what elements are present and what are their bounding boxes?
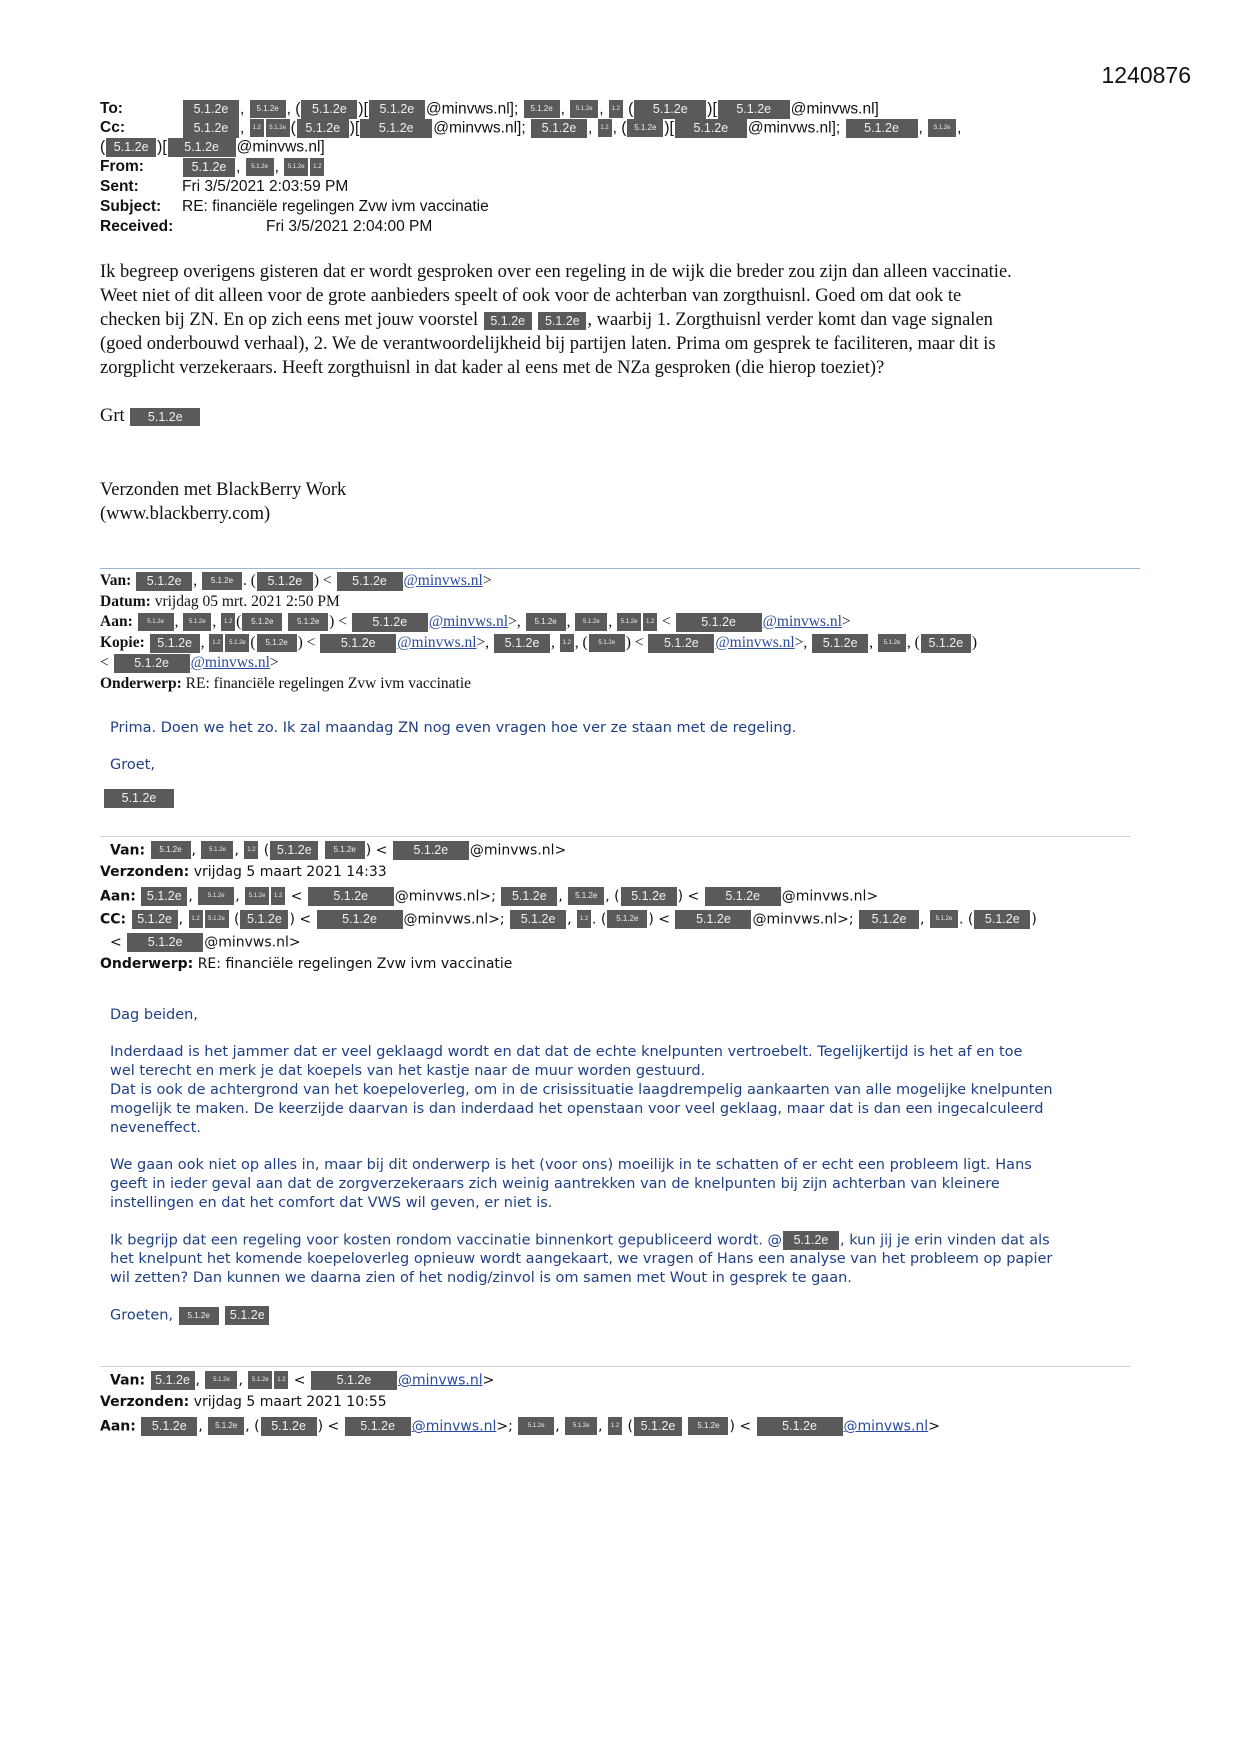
onderwerp-value: RE: financiële regelingen Zvw ivm vaccinatie — [197, 956, 513, 972]
redacted: 1.2 — [577, 910, 591, 928]
body-line: Dat is ook de achtergrond van het koepeloverleg, om in de crisissituatie laagdrempelig aankaarten van alle mogelijke knelpunten — [110, 1082, 1053, 1098]
redacted: 5.1.2e — [575, 613, 607, 631]
header2-onderwerp: Onderwerp: RE: financiële regelingen Zvw ivm vaccinatie — [100, 675, 472, 692]
redacted: 5.1.2e — [248, 1371, 272, 1389]
redacted: 5.1.2e — [317, 910, 403, 929]
header1-cc-cont: ( 5.1.2e )[ 5.1.2e @minvws.nl] — [100, 138, 325, 156]
redacted: 5.1.2e — [345, 1417, 411, 1436]
redacted: 5.1.2e — [150, 634, 200, 653]
redacted: 1.2 — [189, 910, 203, 928]
header3-van: Van: 5.1.2e , 5.1.2e , 1.2 ( 5.1.2e 5.1.2e ) < 5.1.2e @minvws.nl> — [110, 842, 567, 859]
to-label: To: — [100, 100, 123, 118]
redacted: 5.1.2e — [648, 634, 714, 653]
redacted: 5.1.2e — [320, 634, 396, 653]
header1-from: From: 5.1.2e , 5.1.2e , 5.1.2e 1.2 — [100, 158, 325, 177]
email-domain: @minvws.nl — [394, 888, 480, 905]
body-line: het knelpunt het komende koepeloverleg opnieuw wordt aangekaart, we vragen of Hans een analyse van het probleem op papier — [110, 1251, 1053, 1268]
email-link[interactable]: @minvws.nl — [715, 634, 795, 651]
redacted: 5.1.2e — [245, 887, 269, 905]
redacted: 5.1.2e — [114, 654, 190, 673]
separator — [100, 568, 1140, 569]
redacted: 1.2 — [250, 119, 264, 137]
header1-received — [100, 218, 432, 236]
redacted: 5.1.2e — [288, 613, 328, 631]
cc-label: Cc: — [100, 119, 125, 137]
redacted: 5.1.2e — [589, 634, 625, 652]
redacted: 5.1.2e — [141, 1417, 197, 1436]
email-body-1 — [100, 260, 1130, 380]
redacted: 1.2 — [244, 841, 258, 859]
received-label: Received: — [100, 218, 174, 235]
redacted: 5.1.2e — [183, 100, 239, 119]
header4-aan: Aan: 5.1.2e , 5.1.2e , ( 5.1.2e ) < 5.1.2e @minvws.nl>; 5.1.2e , 5.1.2e , 1.2 ( 5.1.2e 5.1.2e ) < 5.1.2e @minvws.nl> — [100, 1418, 940, 1435]
header1-sent — [100, 178, 348, 196]
redacted: 5.1.2e — [246, 158, 274, 176]
redacted: 5.1.2e — [518, 1417, 554, 1435]
email-domain: @minvws.nl — [469, 842, 555, 859]
redacted: 5.1.2e — [688, 1417, 728, 1435]
body-line: Weet niet of dit alleen voor de grote aanbieders speelt of ook voor de achterban van zorgthuisnl. Goed om dat ook te — [100, 286, 962, 306]
email-link[interactable]: @minvws.nl — [397, 634, 477, 651]
body-line: Prima. Doen we het zo. Ik zal maandag ZN nog even vragen hoe ver ze staan met de regeling. — [110, 720, 797, 736]
redacted: 5.1.2e — [308, 887, 394, 906]
header4-verzonden: Verzonden: vrijdag 5 maart 2021 10:55 — [100, 1394, 387, 1410]
body-line: zorgplicht verzekeraars. Heeft zorgthuisnl in dat kader al eens met de NZa gesproken (die hierop toeziet)? — [100, 358, 885, 378]
redacted: 5.1.2e — [132, 910, 178, 929]
redacted: 5.1.2e — [531, 119, 587, 138]
redacted: 5.1.2e — [607, 910, 647, 928]
redacted: 1.2 — [271, 887, 285, 905]
redacted: 5.1.2e — [974, 910, 1030, 929]
redacted: 1.2 — [221, 613, 235, 631]
redacted: 5.1.2e — [297, 119, 349, 138]
redacted: 1.2 — [598, 119, 612, 137]
onderwerp-value: RE: financiële regelingen Zvw ivm vaccinatie — [185, 675, 472, 692]
redacted: 5.1.2e — [617, 613, 641, 631]
redacted: 5.1.2e — [568, 887, 604, 905]
redacted: 5.1.2e — [878, 634, 906, 652]
redacted: 5.1.2e — [136, 572, 192, 591]
redacted: 5.1.2e — [570, 100, 598, 118]
redacted: 5.1.2e — [301, 100, 357, 119]
body-line: instellingen en dat het comfort dat VWS wil geven, er niet is. — [110, 1195, 553, 1211]
from-label: From: — [100, 158, 144, 176]
header2-kopie: Kopie: 5.1.2e , 1.2 5.1.2e ( 5.1.2e ) < 5.1.2e @minvws.nl>, 5.1.2e , 1.2 , ( 5.1.2e ) < 5.1.2e @minvws.nl>, 5.1.2e , 5.1.2e , ( 5.1.2e ) — [100, 634, 977, 651]
body-line: checken bij ZN. En op zich eens met jouw voorstel 5.1.2e 5.1.2e , waarbij 1. Zorgthuisnl verder komt dan vage signalen — [100, 310, 993, 330]
header2-van: Van: 5.1.2e , 5.1.2e . ( 5.1.2e ) < 5.1.2e @minvws.nl> — [100, 572, 492, 589]
redacted: 5.1.2e — [634, 100, 706, 119]
redacted: 5.1.2e — [634, 1417, 682, 1436]
body-line: wil zetten? Dan kunnen we daarna zien of het nodig/zinvol is om samen met Wout in gesprek te gaan. — [110, 1270, 852, 1287]
email-domain: @minvws.nl]; — [433, 119, 526, 137]
redacted: 5.1.2e — [266, 119, 290, 137]
redacted: 5.1.2e — [510, 910, 566, 929]
header3-onderwerp: Onderwerp: RE: financiële regelingen Zvw ivm vaccinatie — [100, 956, 513, 972]
sent-value: Fri 3/5/2021 2:03:59 PM — [182, 178, 349, 195]
email-domain: @minvws.nl]; — [747, 119, 841, 137]
email-domain: @minvws.nl] — [790, 100, 879, 118]
subject-value: RE: financiële regelingen Zvw ivm vaccinatie — [182, 198, 489, 215]
redacted: 5.1.2e — [104, 789, 174, 808]
redacted: 5.1.2e — [261, 1417, 317, 1436]
redacted: 5.1.2e — [198, 887, 234, 905]
header3-verzonden: Verzonden: vrijdag 5 maart 2021 14:33 — [100, 864, 387, 880]
redacted: 1.2 — [643, 613, 657, 631]
sent-label: Sent: — [100, 178, 139, 195]
body-line: geeft in ieder geval aan dat de zorgverzekeraars zich weinig aantrekken van de knelpunten bij zijn achterban van kleinere — [110, 1176, 1000, 1192]
redacted: 1.2 — [274, 1371, 288, 1389]
redacted: 5.1.2e — [257, 634, 297, 652]
header3-aan: Aan: 5.1.2e , 5.1.2e , 5.1.2e 1.2 < 5.1.2e @minvws.nl>; 5.1.2e , 5.1.2e , ( 5.1.2e ) < 5.1.2e @minvws.nl> — [100, 888, 879, 905]
redacted: 5.1.2e — [284, 158, 308, 176]
redacted: 5.1.2e — [352, 613, 428, 632]
document-number: 1240876 — [1101, 62, 1191, 88]
header2-kopie-cont: < 5.1.2e @minvws.nl> — [100, 654, 279, 671]
redacted: 5.1.2e — [484, 312, 532, 331]
redacted: 1.2 — [310, 158, 324, 176]
redacted: 5.1.2e — [242, 613, 282, 631]
email-domain: @minvws.nl — [781, 888, 867, 905]
redacted: 5.1.2e — [270, 841, 318, 860]
redacted: 5.1.2e — [106, 138, 156, 157]
redacted: 1.2 — [209, 634, 223, 652]
redacted: 5.1.2e — [369, 100, 425, 119]
redacted: 5.1.2e — [524, 100, 560, 118]
redacted: 5.1.2e — [930, 910, 958, 928]
email-link[interactable]: @minvws.nl — [843, 1418, 929, 1435]
header1-cc: Cc: 5.1.2e , 1.2 5.1.2e ( 5.1.2e )[ 5.1.2e @minvws.nl]; 5.1.2e , 1.2 , ( 5.1.2e )[ 5.1.2e @minvws.nl]; 5.1.2e , 5.1.2e , — [100, 119, 962, 137]
redacted: 5.1.2e — [179, 1307, 219, 1325]
signature-line: Verzonden met BlackBerry Work — [100, 480, 347, 500]
redacted: 1.2 — [609, 100, 623, 118]
redacted: 5.1.2e — [250, 100, 286, 118]
redacted: 1.2 — [608, 1417, 622, 1435]
redacted: 5.1.2e — [675, 119, 747, 138]
redacted: 5.1.2e — [705, 887, 781, 906]
body-line: mogelijk te maken. De keerzijde daarvan is dan inderdaad het openstaan voor veel geklaag, maar dat is dan een ingecalculeerd — [110, 1101, 1044, 1117]
email-domain: @minvws.nl] — [236, 138, 325, 156]
redacted: 5.1.2e — [311, 1371, 397, 1390]
redacted: 5.1.2e — [127, 933, 203, 952]
redacted: 5.1.2e — [783, 1231, 839, 1250]
redacted: 5.1.2e — [675, 910, 751, 929]
email-domain: @minvws.nl — [204, 934, 289, 951]
redacted: 5.1.2e — [360, 119, 432, 138]
redacted: 5.1.2e — [859, 910, 919, 929]
separator — [100, 1366, 1130, 1367]
redacted: 5.1.2e — [257, 572, 313, 591]
redacted: 5.1.2e — [202, 572, 242, 590]
redacted: 5.1.2e — [627, 119, 663, 137]
redacted: 5.1.2e — [565, 1417, 597, 1435]
body-line: wel terecht en merk je dat koepels van het kastje naar de muur worden gestuurd. — [110, 1063, 706, 1079]
email-link[interactable]: @minvws.nl — [403, 572, 483, 589]
subject-label: Subject: — [100, 198, 162, 215]
header4-van: Van: 5.1.2e , 5.1.2e , 5.1.2e 1.2 < 5.1.2e @minvws.nl> — [110, 1372, 495, 1389]
header3-cc-cont: < 5.1.2e @minvws.nl> — [110, 934, 301, 951]
redacted: 5.1.2e — [921, 634, 971, 653]
redacted: 5.1.2e — [240, 910, 288, 929]
signature — [100, 478, 1130, 526]
redacted: 5.1.2e — [168, 138, 236, 157]
received-value: Fri 3/5/2021 2:04:00 PM — [266, 218, 433, 235]
redacted: 5.1.2e — [225, 1306, 269, 1325]
redacted: 5.1.2e — [225, 634, 249, 652]
redacted: 5.1.2e — [205, 910, 229, 928]
redacted: 5.1.2e — [676, 613, 762, 632]
header3-cc: CC: 5.1.2e , 1.2 5.1.2e ( 5.1.2e ) < 5.1.2e @minvws.nl>; 5.1.2e , 1.2 . ( 5.1.2e ) < 5.1.2e @minvws.nl>; 5.1.2e , 5.1.2e . ( 5.1.2e ) — [100, 911, 1037, 928]
body-line: Inderdaad is het jammer dat er veel geklaagd wordt en dat dat de echte knelpunten vertroebelt. Tegelijkertijd is het af en toe — [110, 1044, 1023, 1060]
redacted: 5.1.2e — [337, 572, 403, 591]
header2-aan: Aan: 5.1.2e , 5.1.2e , 1.2 ( 5.1.2e 5.1.2e ) < 5.1.2e @minvws.nl>, 5.1.2e , 5.1.2e , 5.1.2e 1.2 < 5.1.2e @minvws.nl> — [100, 613, 851, 630]
body-line: Dag beiden, — [110, 1007, 198, 1023]
redacted: 5.1.2e — [812, 634, 868, 653]
redacted: 5.1.2e — [130, 408, 200, 427]
body-line: Ik begreep overigens gisteren dat er wordt gesproken over een regeling in de wijk die breder zou zijn dan alleen vaccinatie. — [100, 262, 1012, 282]
redacted: 5.1.2e — [141, 887, 187, 906]
redacted: 5.1.2e — [501, 887, 557, 906]
body-line: Groeten, 5.1.2e 5.1.2e — [110, 1306, 1140, 1325]
header1-to: To: 5.1.2e , 5.1.2e , ( 5.1.2e )[ 5.1.2e @minvws.nl]; 5.1.2e , 5.1.2e , 1.2 ( 5.1.2e )[ 5.1.2e @minvws.nl] — [100, 100, 879, 118]
body-line: Groet, — [110, 757, 155, 773]
body-line: neveneffect. — [110, 1120, 201, 1136]
email-link[interactable]: @minvws.nl — [762, 613, 842, 630]
greeting: Grt 5.1.2e — [100, 404, 201, 428]
email-link[interactable]: @minvws.nl — [428, 613, 509, 630]
verzonden-value: vrijdag 5 maart 2021 14:33 — [193, 864, 387, 880]
email-domain: @minvws.nl — [752, 911, 838, 928]
email-link[interactable]: @minvws.nl — [398, 1372, 483, 1389]
redacted: 5.1.2e — [846, 119, 918, 138]
header1-subject — [100, 198, 489, 216]
body-line: (goed onderbouwd verhaal), 2. We de verantwoordelijkheid bij partijen laten. Prima om gesprek te faciliteren, maar dit is — [100, 334, 996, 354]
email-domain: @minvws.nl — [403, 911, 489, 928]
redacted: 5.1.2e — [208, 1417, 244, 1435]
redacted: 5.1.2e — [205, 1371, 237, 1389]
body-line: Ik begrijp dat een regeling voor kosten rondom vaccinatie binnenkort gepubliceerd wordt. @ 5.1.2e , kun jij je erin vinden dat als — [110, 1232, 1050, 1249]
datum-value: vrijdag 05 mrt. 2021 2:50 PM — [154, 593, 340, 610]
redacted: 5.1.2e — [526, 613, 566, 631]
signature-line: (www.blackberry.com) — [100, 504, 271, 524]
redacted: 5.1.2e — [621, 887, 677, 906]
redacted: 5.1.2e — [494, 634, 550, 653]
redacted: 5.1.2e — [151, 841, 191, 859]
redacted: 5.1.2e — [183, 158, 235, 177]
email-domain: @minvws.nl]; — [425, 100, 519, 118]
redacted: 1.2 — [560, 634, 574, 652]
redacted: 5.1.2e — [757, 1417, 843, 1436]
redacted: 5.1.2e — [718, 100, 790, 119]
email-body-3 — [110, 1006, 1140, 1326]
body-line: We gaan ook niet op alles in, maar bij dit onderwerp is het (voor ons) moeilijk in te schatten of er echt een probleem ligt. Hans — [110, 1157, 1032, 1173]
redacted: 5.1.2e — [538, 312, 586, 331]
redacted: 5.1.2e — [138, 613, 174, 631]
email-body-2 — [110, 719, 1140, 808]
separator — [100, 836, 1130, 837]
redacted: 5.1.2e — [325, 841, 365, 859]
header2-datum: Datum: vrijdag 05 mrt. 2021 2:50 PM — [100, 593, 340, 610]
redacted: 5.1.2e — [183, 119, 239, 138]
redacted: 5.1.2e — [151, 1371, 195, 1390]
redacted: 5.1.2e — [393, 841, 469, 860]
redacted: 5.1.2e — [201, 841, 233, 859]
verzonden-value: vrijdag 5 maart 2021 10:55 — [193, 1394, 387, 1410]
redacted: 5.1.2e — [183, 613, 211, 631]
redacted: 5.1.2e — [928, 119, 956, 137]
email-link[interactable]: @minvws.nl — [190, 654, 270, 671]
email-link[interactable]: @minvws.nl — [411, 1418, 497, 1435]
